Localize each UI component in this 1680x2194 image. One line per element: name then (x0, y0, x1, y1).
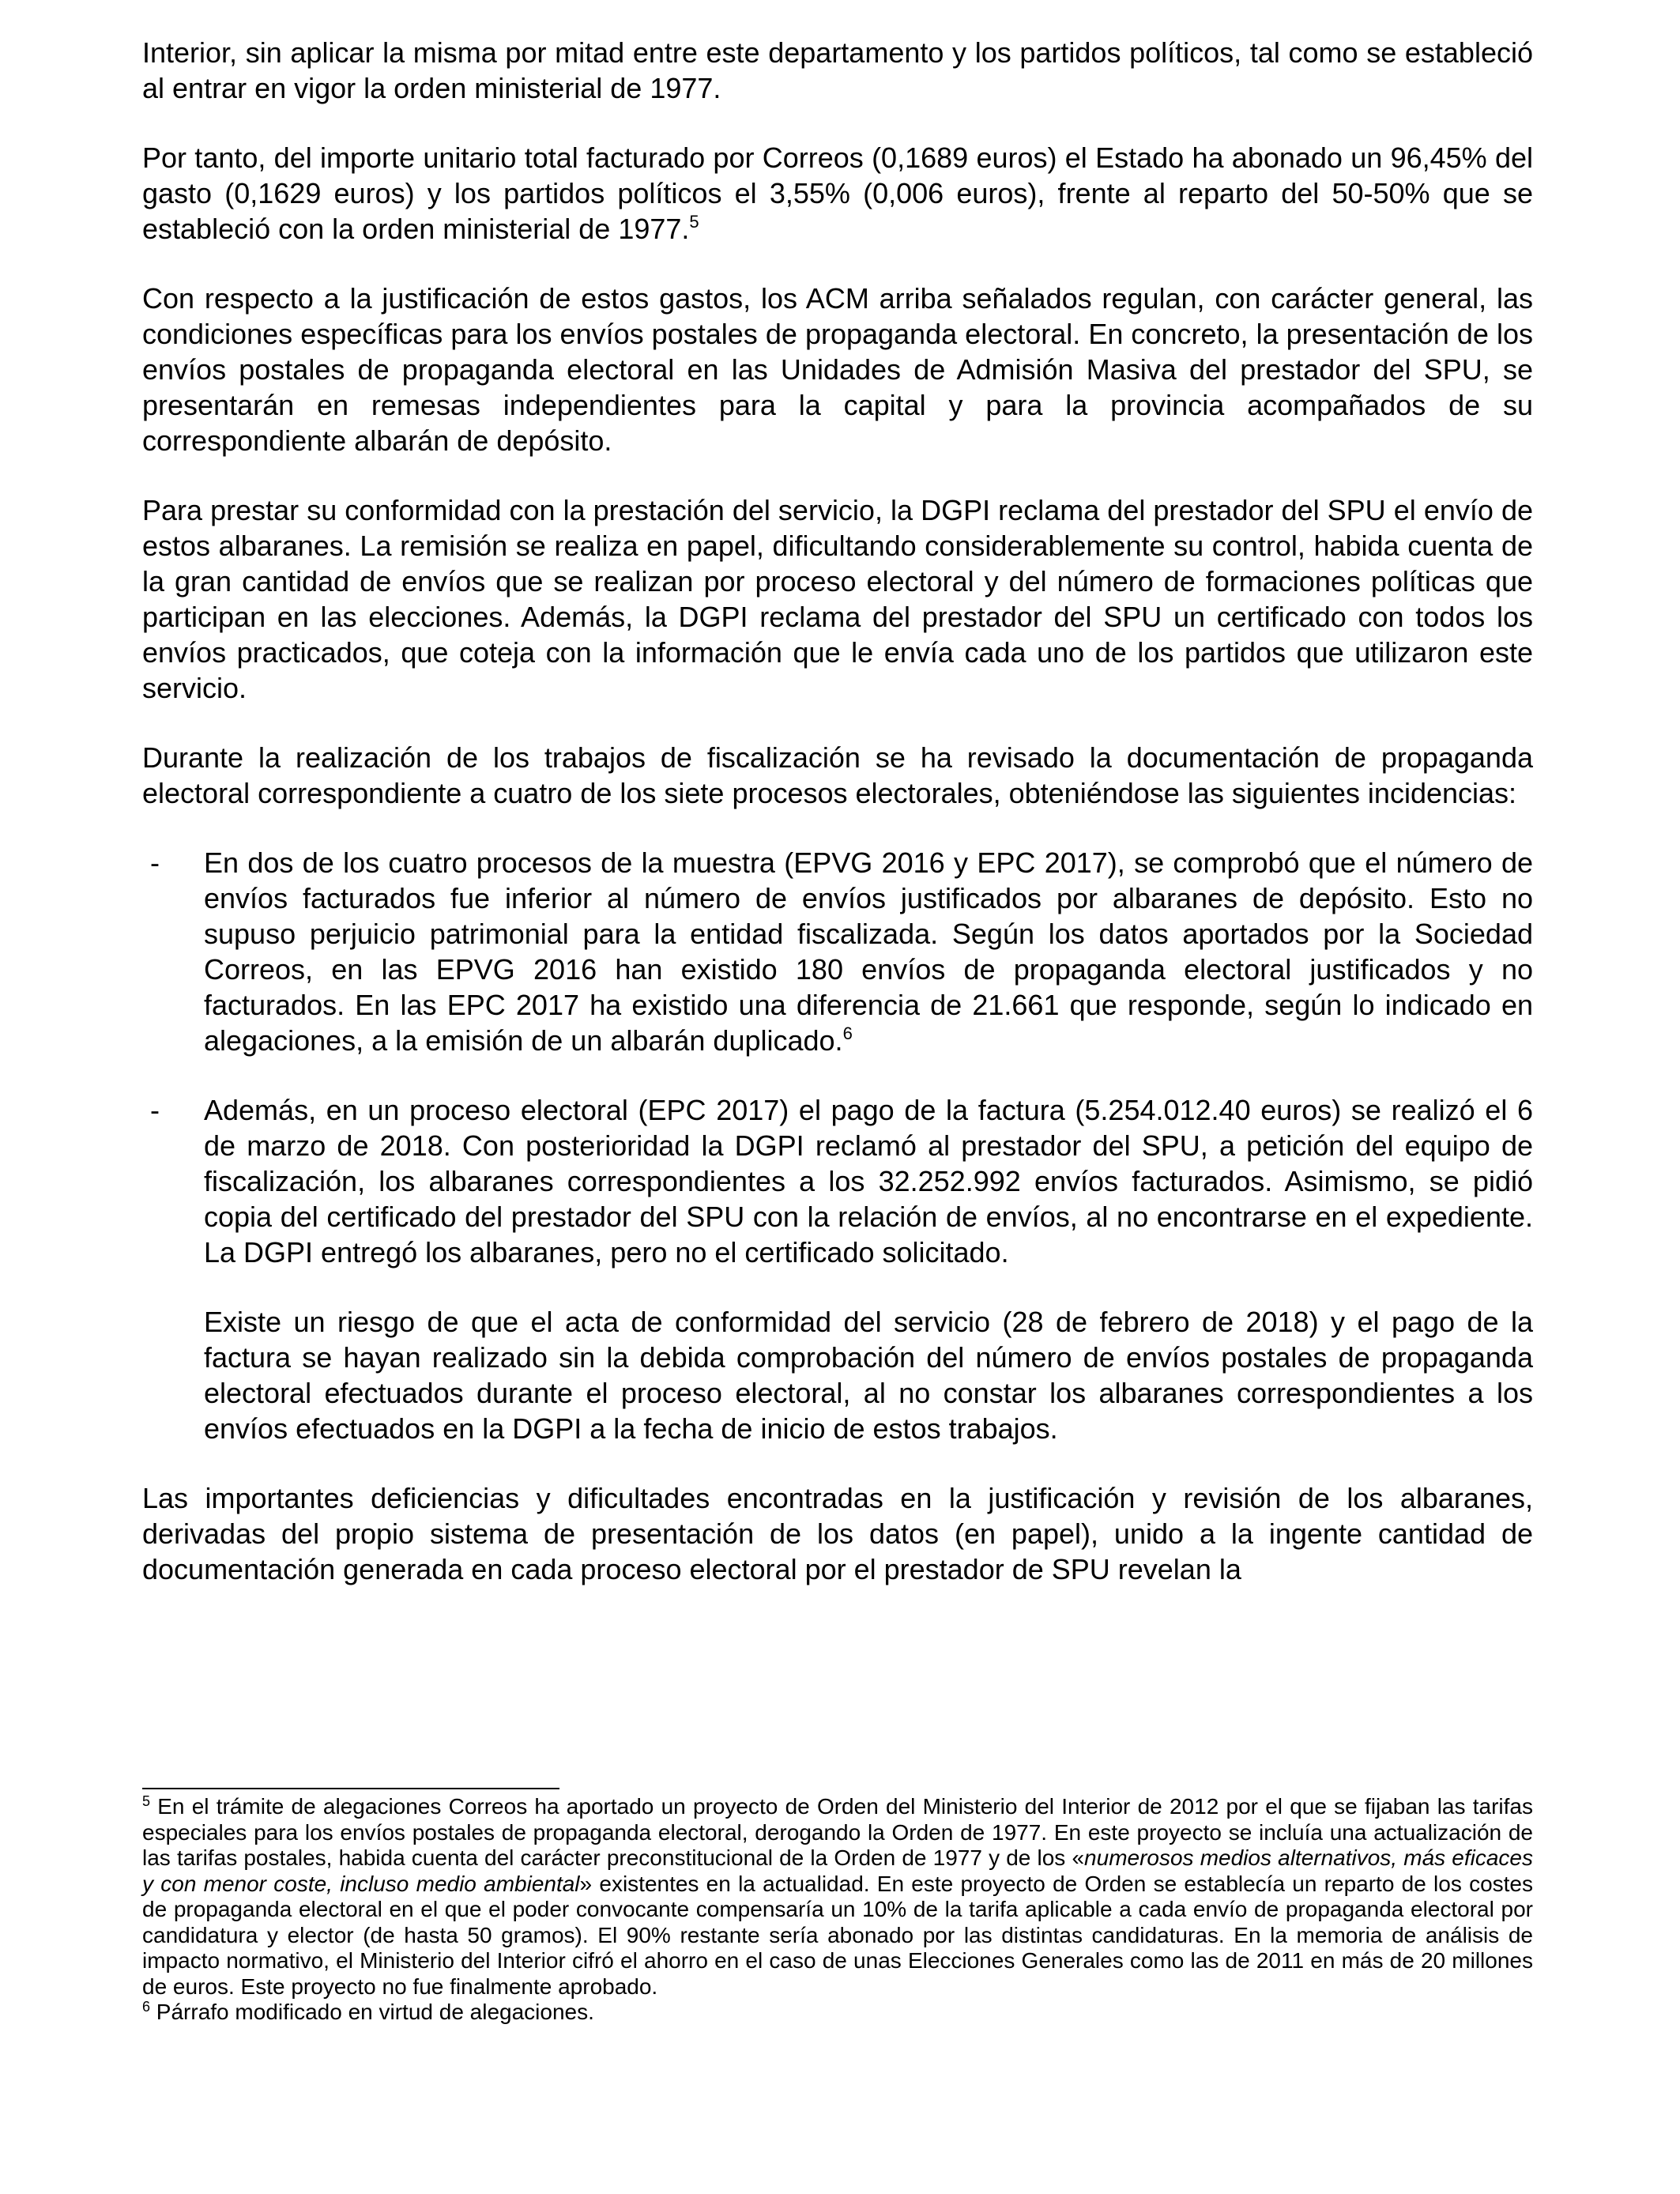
paragraph-4 (142, 492, 1533, 706)
footnote-5-number: 5 (142, 1793, 151, 1809)
paragraph-1 (142, 35, 1533, 106)
list-item-2-text: Además, en un proceso electoral (EPC 2017) el pago de la factura (5.254.012.40 euros) se realizó el 6 de marzo de 2018. Con posterioridad la DGPI reclamó al prestador del SPU, a petición del equipo de fiscalización, los albaranes correspondientes a los 32.252.992 envíos facturados. Asimismo, se pidió copia del certificado del prestador del SPU con la relación de envíos, al no encontrarse en el expediente. La DGPI entregó los albaranes, pero no el certificado solicitado. (204, 1094, 1533, 1269)
paragraph-1-text: Interior, sin aplicar la misma por mitad entre este departamento y los partidos políticos, tal como se estableció al entrar en vigor la orden ministerial de 1977. (142, 36, 1533, 104)
footnote-5-text-b: » existentes en la actualidad. En este proyecto de Orden se establecía un reparto de los costes de propaganda electoral en el que el poder convocante compensaría un 10% de la tarifa aplicable a cada envío de propaganda electoral por candidatura y elector (de hasta 50 gramos). El 90% restante sería abonado por las distintas candidaturas. En la memoria de análisis de impacto normativo, el Ministerio del Interior cifró el ahorro en el caso de unas Elecciones Generales como las de 2011 en más de 20 millones de euros. Este proyecto no fue finalmente aprobado. (142, 1871, 1534, 1999)
list-item-2-continuation-text: Existe un riesgo de que el acta de conformidad del servicio (28 de febrero de 2018) y el pago de la factura se hayan realizado sin la debida comprobación del número de envíos postales de propaganda electoral efectuados durante el proceso electoral, al no constar los albaranes correspondientes a los envíos efectuados en la DGPI a la fecha de inicio de estos trabajos. (204, 1306, 1533, 1445)
paragraph-6 (142, 1480, 1533, 1587)
paragraph-6-text: Las importantes deficiencias y dificultades encontradas en la justificación y revisión de los albaranes, derivadas del propio sistema de presentación de los datos (en papel), unido a la ingente cantidad de documentación generada en cada proceso electoral por el prestador de SPU revelan la (142, 1482, 1533, 1585)
footnotes (142, 1794, 1533, 2026)
footnote-separator (142, 1788, 559, 1789)
paragraph-3-text: Con respecto a la justificación de estos gastos, los ACM arriba señalados regulan, con carácter general, las condiciones específicas para los envíos postales de propaganda electoral. En concreto, la presentación de los envíos postales de propaganda electoral en las Unidades de Admisión Masiva del prestador del SPU, se presentarán en remesas independientes para la capital y para la provincia acompañados de su correspondiente albarán de depósito. (142, 282, 1533, 457)
footnote-5 (142, 1794, 1533, 2000)
list-item-2-continuation (142, 1304, 1533, 1446)
bullet-dash: - (150, 846, 160, 879)
footnote-5-text-a: En el trámite de alegaciones Correos ha aportado un proyecto de Orden del Ministerio del Interior de 2012 por el que se fijaban las tarifas especiales para los envíos postales de propaganda electoral, derogando la Orden de 1977. En este proyecto se incluía una actualización de las tarifas postales, habida cuenta del carácter preconstitucional de la Orden de 1977 y de los « (142, 1794, 1533, 1870)
paragraph-4-text: Para prestar su conformidad con la prestación del servicio, la DGPI reclama del prestador del SPU el envío de estos albaranes. La remisión se realiza en papel, dificultando considerablemente su control, habida cuenta de la gran cantidad de envíos que se realizan por proceso electoral y del número de formaciones políticas que participan en las elecciones. Además, la DGPI reclama del prestador del SPU un certificado con todos los envíos practicados, que coteja con la información que le envía cada uno de los partidos que utilizaron este servicio. (142, 494, 1533, 704)
footnote-ref-6[interactable]: 6 (842, 1023, 853, 1043)
list-item-1-text: En dos de los cuatro procesos de la muestra (EPVG 2016 y EPC 2017), se comprobó que el número de envíos facturados fue inferior al número de envíos justificados por albaranes de depósito. Esto no supuso perjuicio patrimonial para la entidad fiscalizada. Según los datos aportados por la Sociedad Correos, en las EPVG 2016 han existido 180 envíos de propaganda electoral justificados y no facturados. En las EPC 2017 ha existido una diferencia de 21.661 que responde, según lo indicado en alegaciones, a la emisión de un albarán duplicado. (204, 846, 1533, 1057)
paragraph-5-text: Durante la realización de los trabajos de fiscalización se ha revisado la documentación de propaganda electoral correspondiente a cuatro de los siete procesos electorales, obteniéndose las siguientes incidencias: (142, 741, 1533, 809)
footnote-ref-5[interactable]: 5 (689, 212, 699, 232)
paragraph-2 (142, 140, 1533, 247)
bullet-dash: - (150, 1094, 160, 1126)
footnote-6-text: Párrafo modificado en virtud de alegaciones. (150, 2000, 594, 2024)
paragraph-3 (142, 281, 1533, 458)
list-item-2 (142, 1092, 1533, 1270)
paragraph-5 (142, 740, 1533, 811)
footnote-5-quote: numerosos medios alternativos, más eficaces y con menor coste, incluso medio ambiental (142, 1845, 1534, 1896)
footnote-6 (142, 2000, 1533, 2026)
footnote-6-number: 6 (142, 1999, 151, 2015)
paragraph-2-text: Por tanto, del importe unitario total facturado por Correos (0,1689 euros) el Estado ha abonado un 96,45% del gasto (0,1629 euros) y los partidos políticos el 3,55% (0,006 euros), frente al reparto del 50-50% que se estableció con la orden ministerial de 1977. (142, 141, 1533, 245)
list-item-1 (142, 845, 1533, 1058)
document-body (142, 35, 1533, 1621)
